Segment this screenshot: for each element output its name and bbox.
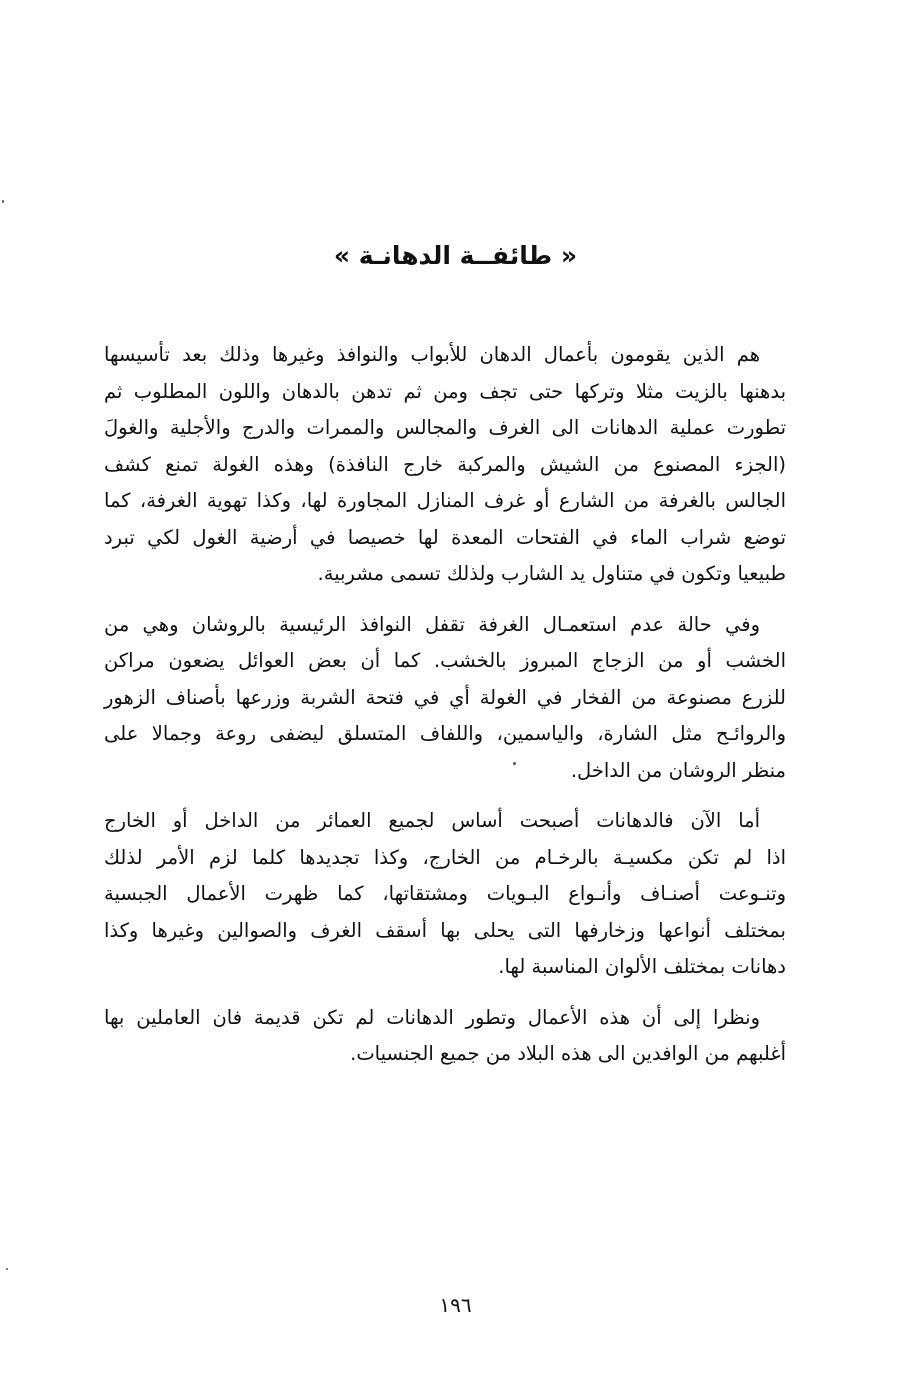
text-line: (الجزء المصنوع من الشيش والمركبة خارج النافذة) وهذه الغولة تمنع كشف: [104, 452, 786, 476]
text-line: وفي حالة عدم استعمـال الغرفة تقفل النوافذ الرئيسية بالروشان وهي من: [104, 612, 760, 636]
text-line: توضع شراب الماء في الفتحات المعدة لها خصيصا في أرضية الغول لكي تبرد: [104, 525, 786, 549]
scan-speck: [513, 762, 516, 765]
text-line: الخشب أو من الزجاج المبروز بالخشب. كما أن بعض العوائل يضعون مراكن: [104, 649, 786, 672]
paragraph-2: [104, 607, 786, 790]
text-line: اذا لم تكن مكسيـة بالرخـام من الخارج، وكذا تجديدها كلما لزم الأمر لذلك: [104, 845, 786, 869]
text-line: الجالس بالغرفة من الشارع أو غرف المنازل المجاورة لها، وكذا تهوية الغرفة، كما: [104, 489, 786, 512]
text-line: هم الذين يقومون بأعمال الدهان للأبواب والنوافذ وغيرها وذلك بعد تأسيسها: [104, 343, 760, 366]
paragraph-1: [104, 337, 786, 593]
text-line: وتنـوعت أصنـاف وأنـواع البـويات ومشتقاتها، كما ظهرت الأعمال الجبسية: [104, 882, 786, 905]
text-line: منظر الروشان من الداخل.: [570, 758, 786, 782]
page-number: ١٩٦: [439, 1293, 472, 1317]
section-title: « طائفــة الدهانـة »: [333, 241, 578, 270]
text-line: دهانات بمختلف الألوان المناسبة لها.: [498, 955, 786, 978]
text-line: للزرع مصنوعة من الفخار في الغولة أي في فتحة الشربة وزرعها بأصناف الزهور: [104, 685, 786, 709]
text-line: بدهنها بالزيت مثلا وتركها حتى تجف ومن ثم تدهن بالدهان واللون المطلوب ثم: [104, 379, 786, 403]
text-line: أما الآن فالدهانات أصبحت أساس لجميع العمائر من الداخل أو الخارج: [104, 809, 760, 832]
text-line: أغلبهم من الوافدين الى هذه البلاد من جميع الجنسيات.: [350, 1042, 786, 1065]
text-line: والروائـح مثل الشارة، والياسمين، واللفاف المتسلق ليضفى روعة وجمالا على: [104, 722, 786, 745]
text-line: تطورت عملية الدهانات الى الغرف والمجالس والممرات والدرج والأجلية والغولَ: [104, 416, 786, 439]
text-line: ونظرا إلى أن هذه الأعمال وتطور الدهانات لم تكن قديمة فان العاملين بها: [104, 1005, 760, 1029]
scan-speck: [6, 1268, 8, 1270]
body-text: [104, 337, 786, 1087]
paragraph-3: [104, 803, 786, 986]
paragraph-4: [104, 1000, 786, 1073]
scan-speck: [2, 200, 4, 203]
text-line: بمختلف أنواعها وزخارفها التى يحلى بها أسقف الغرف والصوالين وغيرها وكذا: [104, 918, 786, 942]
text-line: طبيعيا وتكون في متناول يد الشارب ولذلك تسمى مشربية.: [317, 562, 786, 585]
